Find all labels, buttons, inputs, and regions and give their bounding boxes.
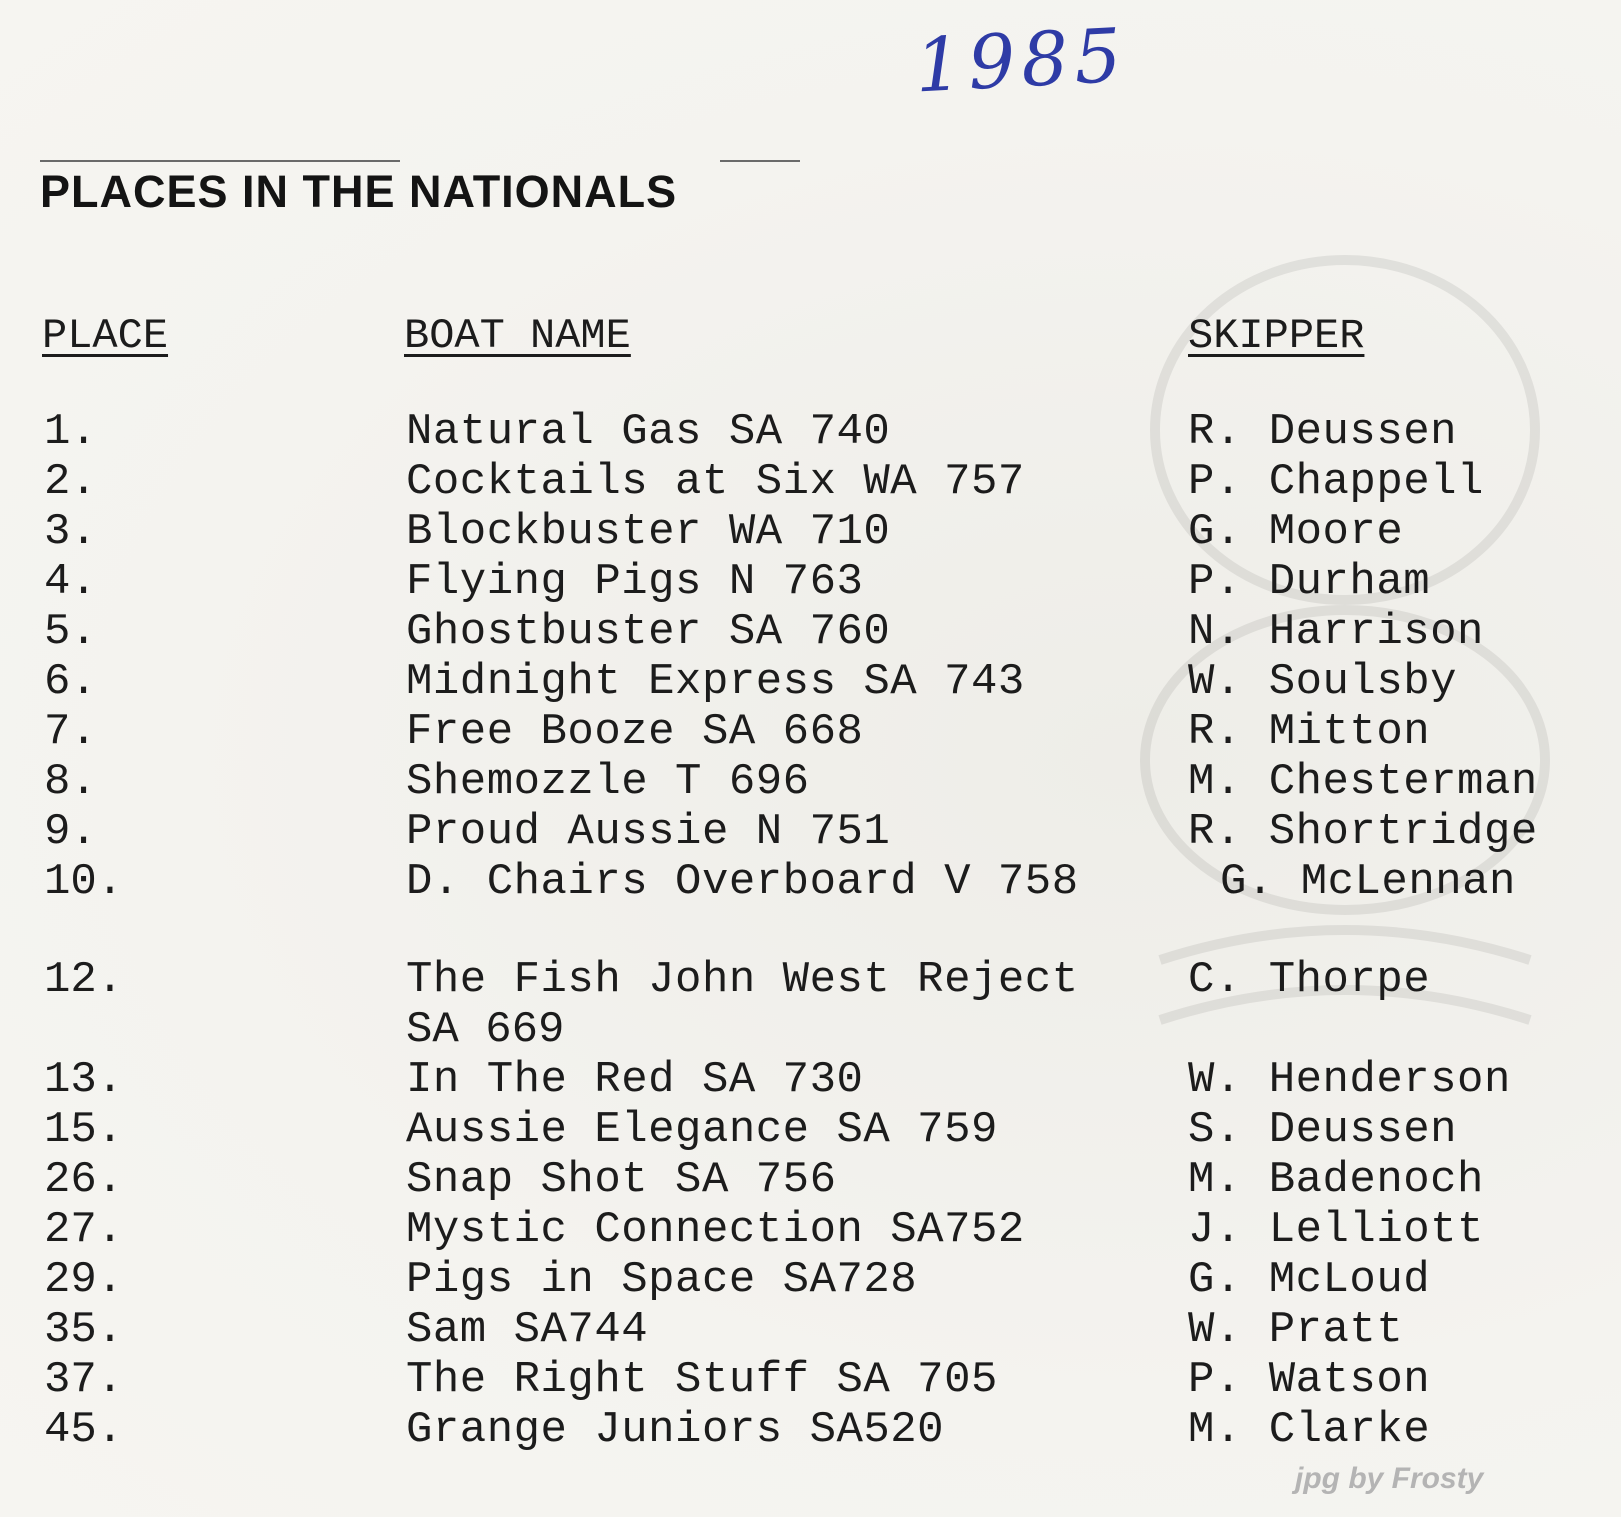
boat-name: Cocktails at Six WA 757 bbox=[406, 457, 1025, 507]
column-header-place: PLACE bbox=[42, 312, 169, 360]
skipper-name: C. Thorpe bbox=[1188, 955, 1431, 1005]
skipper-name: W. Soulsby bbox=[1188, 657, 1458, 707]
place-number: 3. bbox=[44, 507, 97, 557]
skipper-name: M. Clarke bbox=[1188, 1405, 1431, 1455]
column-header-boat-name: BOAT NAME bbox=[404, 312, 631, 360]
boat-name: The Fish John West Reject bbox=[406, 955, 1079, 1005]
place-number: 2. bbox=[44, 457, 97, 507]
place-number: 10. bbox=[44, 857, 124, 907]
boat-name: Proud Aussie N 751 bbox=[406, 807, 891, 857]
skipper-name: N. Harrison bbox=[1188, 607, 1484, 657]
skipper-name: P. Chappell bbox=[1188, 457, 1484, 507]
skipper-name: W. Pratt bbox=[1188, 1305, 1404, 1355]
place-number: 5. bbox=[44, 607, 97, 657]
skipper-name: G. McLennan bbox=[1220, 857, 1516, 907]
place-number: 27. bbox=[44, 1205, 124, 1255]
skipper-name: S. Deussen bbox=[1188, 1105, 1458, 1155]
place-number: 7. bbox=[44, 707, 97, 757]
place-number: 1. bbox=[44, 407, 97, 457]
boat-name: Grange Juniors SA520 bbox=[406, 1405, 945, 1455]
boat-name: The Right Stuff SA 705 bbox=[406, 1355, 998, 1405]
top-rule-right bbox=[720, 160, 800, 162]
skipper-name: W. Henderson bbox=[1188, 1055, 1511, 1105]
place-number: 4. bbox=[44, 557, 97, 607]
result-row bbox=[0, 507, 1621, 557]
place-number: 35. bbox=[44, 1305, 124, 1355]
result-row bbox=[0, 457, 1621, 507]
skipper-name: R. Mitton bbox=[1188, 707, 1431, 757]
boat-name: D. Chairs Overboard V 758 bbox=[406, 857, 1079, 907]
result-row bbox=[0, 707, 1621, 757]
boat-name: Sam SA744 bbox=[406, 1305, 649, 1355]
boat-name: In The Red SA 730 bbox=[406, 1055, 864, 1105]
boat-name: Pigs in Space SA728 bbox=[406, 1255, 918, 1305]
boat-name-continued: SA 669 bbox=[406, 1005, 565, 1055]
result-row bbox=[0, 1205, 1621, 1255]
skipper-name: G. Moore bbox=[1188, 507, 1404, 557]
result-row bbox=[0, 1155, 1621, 1205]
result-row bbox=[0, 1355, 1621, 1405]
boat-name: Snap Shot SA 756 bbox=[406, 1155, 837, 1205]
handwritten-year: 1985 bbox=[912, 12, 1130, 110]
result-row bbox=[0, 955, 1621, 1005]
place-number: 45. bbox=[44, 1405, 124, 1455]
place-number: 8. bbox=[44, 757, 97, 807]
skipper-name: R. Deussen bbox=[1188, 407, 1458, 457]
result-row bbox=[0, 807, 1621, 857]
watermark-credit: jpg by Frosty bbox=[1295, 1462, 1484, 1495]
boat-name: Aussie Elegance SA 759 bbox=[406, 1105, 998, 1155]
skipper-name: P. Durham bbox=[1188, 557, 1431, 607]
skipper-name: J. Lelliott bbox=[1188, 1205, 1484, 1255]
result-row bbox=[0, 407, 1621, 457]
place-number: 37. bbox=[44, 1355, 124, 1405]
boat-name: Free Booze SA 668 bbox=[406, 707, 864, 757]
result-row bbox=[0, 1405, 1621, 1455]
result-row bbox=[0, 857, 1621, 907]
skipper-name: M. Chesterman bbox=[1188, 757, 1538, 807]
place-number: 15. bbox=[44, 1105, 124, 1155]
skipper-name: M. Badenoch bbox=[1188, 1155, 1484, 1205]
skipper-name: R. Shortridge bbox=[1188, 807, 1538, 857]
boat-name: Blockbuster WA 710 bbox=[406, 507, 891, 557]
place-number: 12. bbox=[44, 955, 124, 1005]
boat-name: Shemozzle T 696 bbox=[406, 757, 810, 807]
place-number: 9. bbox=[44, 807, 97, 857]
result-row bbox=[0, 1255, 1621, 1305]
result-row bbox=[0, 1305, 1621, 1355]
skipper-name: G. McLoud bbox=[1188, 1255, 1431, 1305]
place-number: 6. bbox=[44, 657, 97, 707]
boat-name: Midnight Express SA 743 bbox=[406, 657, 1025, 707]
column-header-skipper: SKIPPER bbox=[1188, 312, 1365, 360]
boat-name: Flying Pigs N 763 bbox=[406, 557, 864, 607]
boat-name: Mystic Connection SA752 bbox=[406, 1205, 1025, 1255]
top-rule-left bbox=[40, 160, 400, 162]
place-number: 13. bbox=[44, 1055, 124, 1105]
place-number: 26. bbox=[44, 1155, 124, 1205]
result-row bbox=[0, 1105, 1621, 1155]
skipper-name: P. Watson bbox=[1188, 1355, 1431, 1405]
result-row bbox=[0, 557, 1621, 607]
page-title: PLACES IN THE NATIONALS bbox=[40, 166, 678, 217]
boat-name: Natural Gas SA 740 bbox=[406, 407, 891, 457]
result-row bbox=[0, 607, 1621, 657]
place-number: 29. bbox=[44, 1255, 124, 1305]
boat-name: Ghostbuster SA 760 bbox=[406, 607, 891, 657]
result-row bbox=[0, 657, 1621, 707]
result-row bbox=[0, 1055, 1621, 1105]
result-row bbox=[0, 757, 1621, 807]
